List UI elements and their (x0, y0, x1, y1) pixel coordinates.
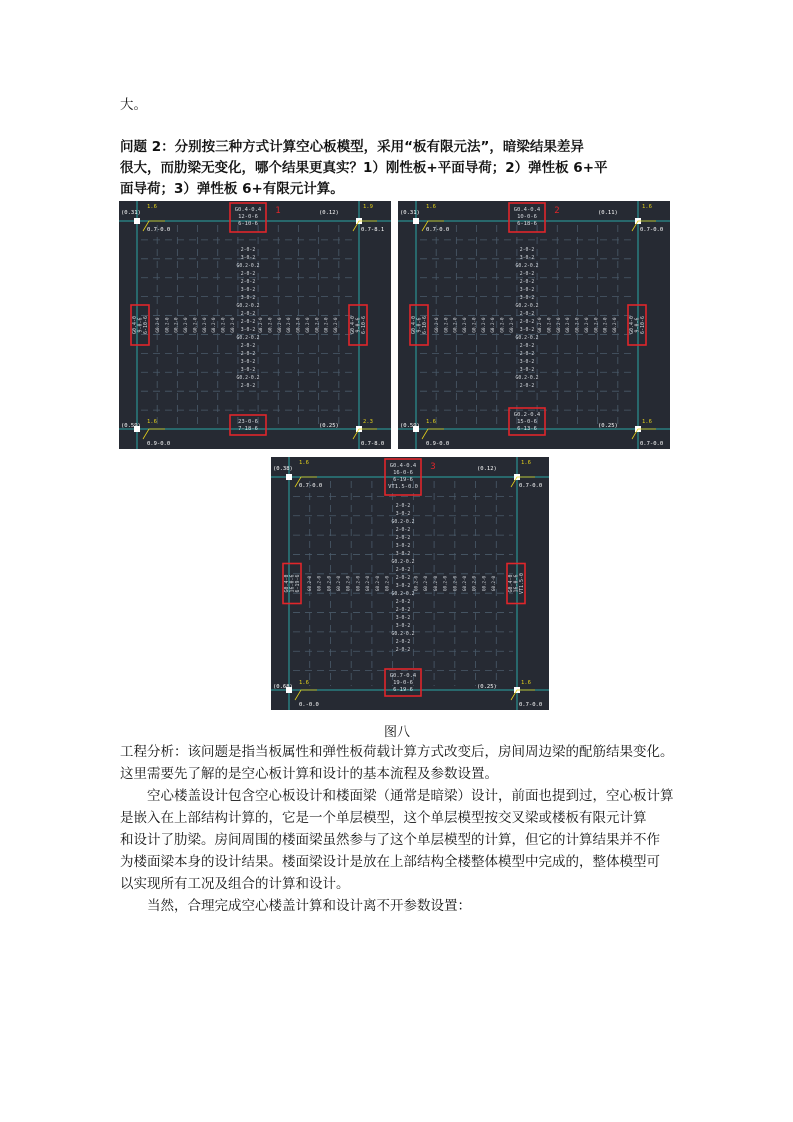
leader-bl (143, 429, 165, 439)
question-line-2: 很大，而肋梁无变化，哪个结果更真实？1）刚性板+平面导荷；2）弹性板 6+平 (120, 160, 608, 176)
beam-result-bottom-label: G0.2-0.4 (513, 412, 541, 418)
side-value-bl: 0.9-0.0 (426, 441, 450, 447)
rib-result-label: 2-0-2 (395, 640, 411, 645)
analysis-p2-line-2: 是嵌入在上部结构计算的，它是一个单层模型，这个单层模型按交叉梁或楼板有限元计算 (120, 810, 647, 826)
side-value-br: 0.7-8.0 (361, 441, 385, 447)
rib-result-label: 2-0-2 (395, 536, 411, 541)
column-marker (286, 474, 292, 480)
side-value-tr: 0.7-8.1 (361, 227, 385, 233)
rib-result-label-h: G0.2-0 (546, 317, 552, 333)
rib-result-label-h: G0.2-0 (432, 575, 438, 592)
beam-result-top-label: VT1.5-0.0 (388, 484, 418, 490)
rib-result-label-h: G0.2-0 (295, 317, 301, 333)
beam-result-right-label: 16-0-6 (513, 574, 520, 593)
corner-value-br: (0.25) (477, 684, 497, 690)
rib-result-label: 2-0-2 (519, 352, 535, 357)
rib-result-label-h: G0.2-0 (574, 317, 580, 333)
rib-result-label: 2-0-2 (519, 280, 535, 285)
tick-value-bl: 1.6 (426, 419, 436, 425)
analysis-p2-line-4: 为楼面梁本身的设计结果。楼面梁设计是放在上部结构全楼整体模型中完成的，整体模型可 (120, 854, 660, 870)
beam-result-right-label: 6-10-6 (361, 315, 367, 335)
beam-result-bottom-label: 6-19-6 (393, 687, 413, 693)
rib-result-label: 2-0-2 (519, 320, 535, 325)
rib-result-label: 2-0-2 (240, 280, 256, 285)
beam-result-left-label: 16-0-6 (289, 574, 296, 593)
rib-result-label-h: G0.2-0 (355, 575, 361, 592)
rib-result-label: 3-0-2 (395, 552, 411, 557)
rib-result-label: 2-0-2 (395, 648, 411, 653)
rib-result-label: 3-0-2 (240, 360, 256, 365)
rib-result-label: 2-0-2 (519, 384, 535, 389)
beam-result-right-label: G0.4-0 (629, 315, 635, 335)
tick-value-tl: 1.6 (426, 204, 436, 210)
side-value-tl: 0.7-0.0 (147, 227, 171, 233)
tick-value-bl: 1.6 (147, 419, 157, 425)
beam-result-top-label: G0.4-0.4 (234, 207, 262, 213)
corner-value-tl: (0.31) (400, 210, 420, 216)
rib-result-label-h: G0.2-0 (286, 317, 292, 333)
beam-result-right-label: G0.4-0 (508, 574, 514, 593)
rib-result-label-h: G0.2-0 (276, 317, 282, 333)
rib-result-label: 3-0-2 (519, 288, 535, 293)
rib-result-label-h: G0.2-0 (192, 317, 198, 333)
beam-result-top-label: 10-0-6 (517, 214, 537, 220)
corner-value-bl: (0.59) (400, 423, 420, 429)
rib-result-label-h: G0.2-0 (307, 575, 312, 592)
rib-result-label-h: G0.2-0 (323, 317, 329, 333)
beam-result-right-label: 9-0-6 (634, 317, 641, 333)
leader-bl (295, 690, 317, 700)
rib-result-label-h: G0.2-0 (304, 317, 310, 333)
beam-result-top-label: 6-18-6 (517, 221, 537, 227)
rib-result-label-h: G0.2-0 (602, 317, 608, 333)
rib-result-label-h: G0.2-0 (583, 317, 589, 333)
rib-result-label: 2-0-2 (395, 528, 411, 533)
rib-result-label-h: G0.2-0 (155, 317, 160, 333)
rib-result-label: 2-0-2 (395, 600, 411, 605)
cad-drawing (119, 201, 391, 449)
beam-result-left-label: 6-19-6 (295, 574, 301, 593)
question-line-3: 面导荷；3）弹性板 6+有限元计算。 (120, 181, 344, 197)
beam-result-left-label: 6-10-6 (422, 315, 428, 335)
rib-result-label: 3-0-2 (240, 296, 256, 301)
beam-result-top-label: G0.4-0.4 (389, 463, 417, 469)
corner-value-br: (0.25) (319, 423, 339, 429)
rib-result-label: 2-0-2 (395, 576, 411, 581)
side-value-br: 0.7-0.0 (640, 441, 664, 447)
rib-result-label-h: G0.2-0 (508, 317, 514, 333)
beam-result-left-label: G0.4-0 (132, 315, 138, 335)
beam-result-right-label: VT1.5-0 (519, 572, 525, 595)
tick-value-br: 1.6 (642, 419, 652, 425)
cad-drawing (271, 457, 549, 710)
corner-value-tl: (0.31) (121, 210, 141, 216)
rib-result-label-h: G0.2-0 (471, 317, 477, 333)
analysis-p3: 当然，合理完成空心楼盖计算和设计离不开参数设置： (147, 898, 471, 914)
analysis-p2-line-1: 空心楼盖设计包含空心板设计和楼面梁（通常是暗梁）设计，前面也提到过，空心板计算 (147, 788, 674, 804)
beam-result-bottom-label: 23-0-6 (238, 419, 258, 425)
rib-result-label-h: G0.2-0 (267, 317, 273, 333)
rib-result-label-h: G0.2-0 (345, 575, 351, 592)
figure-caption: 图八 (384, 725, 411, 740)
rib-result-label: 2-0-2 (395, 608, 411, 613)
rib-result-label: G0.2-0.2 (515, 304, 539, 309)
rib-result-label-h: G0.2-0 (314, 317, 320, 333)
rib-result-label-h: G0.2-0 (229, 317, 235, 333)
rib-result-label: 3-0-2 (240, 368, 256, 373)
beam-result-left-label: 6-10-6 (143, 315, 149, 335)
panel-number-label: 2 (554, 206, 560, 216)
rib-result-label-h: G0.2-0 (173, 317, 179, 333)
rib-result-label: 3-0-2 (240, 328, 256, 333)
rib-result-label: 2-0-2 (240, 384, 256, 389)
tick-value-tr: 1.6 (642, 204, 652, 210)
rib-result-label-h: G0.2-0 (365, 575, 371, 592)
rib-result-label: 3-0-2 (519, 328, 535, 333)
rib-result-label-h: G0.2-0 (461, 575, 467, 592)
corner-value-tr: (0.12) (477, 466, 497, 472)
corner-value-tl: (0.38) (273, 466, 293, 472)
leader-bl (422, 429, 444, 439)
rib-result-label: 2-0-2 (240, 320, 256, 325)
rib-result-label-h: G0.2-0 (183, 317, 189, 333)
question-line-1: 问题 2：分别按三种方式计算空心板模型，采用“板有限元法”，暗梁结果差异 (120, 139, 584, 155)
rib-result-label: G0.2-0.2 (391, 592, 415, 597)
rib-result-label: 3-0-2 (240, 256, 256, 261)
rib-result-label: 3-0-2 (519, 368, 535, 373)
rib-result-label-h: G0.2-0 (164, 317, 170, 333)
tick-value-tl: 1.6 (147, 204, 157, 210)
column-marker (413, 218, 419, 224)
rib-result-label-h: G0.2-0 (258, 317, 264, 333)
rib-result-label: 3-0-2 (395, 584, 411, 589)
tick-value-br: 1.6 (521, 680, 531, 686)
rib-result-label: G0.2-0.2 (391, 520, 415, 525)
analysis-p2-line-3: 和设计了肋梁。房间周围的楼面梁虽然参与了这个单层模型的计算，但它的计算结果并不作 (120, 832, 660, 848)
column-marker (134, 218, 140, 224)
rib-result-label: G0.2-0.2 (515, 336, 539, 341)
beam-result-top-label: 6-19-6 (393, 477, 413, 483)
rib-result-label: 3-0-2 (519, 296, 535, 301)
rib-result-label: 2-0-2 (240, 344, 256, 349)
beam-result-top-label: 16-0-6 (393, 470, 413, 476)
cad-drawing (398, 201, 670, 449)
tick-value-tr: 1.6 (521, 460, 531, 466)
rib-result-label-h: G0.2-0 (481, 575, 487, 592)
beam-result-right-label: 6-10-6 (640, 315, 646, 335)
side-value-tl: 0.7-0.0 (426, 227, 450, 233)
rib-result-label: 2-0-2 (395, 568, 411, 573)
side-value-bl: 0.9-0.0 (147, 441, 171, 447)
corner-value-br: (0.25) (598, 423, 618, 429)
rib-result-label-h: G0.2-0 (423, 575, 429, 592)
rib-result-label-h: G0.2-0 (471, 575, 477, 592)
rib-result-label: 2-0-2 (395, 504, 411, 509)
rib-result-label-h: G0.2-0 (434, 317, 439, 333)
beam-result-bottom-label: 15-0-6 (517, 419, 537, 425)
rib-result-label: 2-0-2 (240, 352, 256, 357)
rib-result-label: 3-0-2 (395, 544, 411, 549)
side-value-tl: 0.7-0.0 (299, 483, 323, 489)
beam-result-right-label: 9-0-6 (355, 317, 362, 333)
rib-result-label: G0.2-0.2 (236, 376, 260, 381)
figure-panel-2 (398, 201, 670, 449)
tick-value-tr: 1.9 (363, 204, 373, 210)
rib-result-label-h: G0.2-0 (499, 317, 505, 333)
rib-result-label-h: G0.2-0 (452, 317, 458, 333)
rib-result-label: 3-0-2 (240, 288, 256, 293)
rib-result-label: G0.2-0.2 (391, 632, 415, 637)
beam-result-left-label: 9-0-6 (416, 317, 423, 333)
beam-result-bottom (230, 415, 266, 435)
beam-result-left-label: 9-0-6 (137, 317, 144, 333)
rib-result-label: G0.2-0.2 (515, 264, 539, 269)
beam-result-bottom-label: G0.7-0.4 (389, 673, 417, 679)
rib-result-label-h: G0.2-0 (555, 317, 561, 333)
beam-result-top-label: G0.4-0.4 (513, 207, 541, 213)
rib-result-label-h: G0.2-0 (462, 317, 468, 333)
corner-value-bl: (0.59) (121, 423, 141, 429)
rib-result-label-h: G0.2-0 (220, 317, 226, 333)
text-fragment: 大。 (120, 97, 147, 113)
tick-value-bl: 1.6 (299, 680, 309, 686)
rib-result-label: G0.2-0.2 (391, 560, 415, 565)
figure-panel-1 (119, 201, 391, 449)
beam-result-top-label: 6-10-6 (238, 221, 258, 227)
rib-result-label-h: G0.2-0 (443, 317, 449, 333)
beam-result-bottom-label: 19-0-6 (393, 680, 413, 686)
side-value-bl: 0.-0.0 (299, 702, 319, 708)
panel-number-label: 3 (430, 462, 436, 472)
beam-result-top-label: 12-0-6 (238, 214, 258, 220)
tick-value-br: 2.3 (363, 419, 373, 425)
side-value-tr: 0.7-0.0 (519, 483, 543, 489)
rib-result-label: G0.2-0.2 (515, 376, 539, 381)
rib-result-label-h: G0.2-0 (201, 317, 207, 333)
rib-result-label: 3-0-2 (395, 624, 411, 629)
corner-value-bl: (0.68) (273, 684, 293, 690)
beam-result-left-label: G0.4-0 (284, 574, 290, 593)
rib-result-label-h: G0.2-0 (480, 317, 486, 333)
corner-value-tr: (0.12) (319, 210, 339, 216)
rib-result-label-h: G0.2-0 (491, 575, 496, 592)
rib-result-label: 2-0-2 (240, 272, 256, 277)
rib-result-label: 2-0-2 (519, 272, 535, 277)
beam-result-bottom-label: 6-13-6 (517, 426, 537, 432)
rib-result-label: G0.2-0.2 (236, 264, 260, 269)
rib-result-label-h: G0.2-0 (565, 317, 571, 333)
rib-result-label: G0.2-0.2 (236, 304, 260, 309)
rib-result-label: 3-0-2 (519, 360, 535, 365)
rib-result-label-h: G0.2-0 (413, 575, 419, 592)
beam-result-right-label: G0.4-0 (350, 315, 356, 335)
rib-result-label-h: G0.2-0 (384, 575, 390, 592)
rib-result-label: 2-0-2 (240, 248, 256, 253)
rib-result-label: 2-0-2 (519, 312, 535, 317)
rib-result-label: 3-0-2 (395, 616, 411, 621)
tick-value-tl: 1.6 (299, 460, 309, 466)
analysis-p1-line-1: 工程分析：该问题是指当板属性和弹性板荷载计算方式改变后，房间周边梁的配筋结果变化。 (120, 744, 674, 760)
rib-result-label-h: G0.2-0 (537, 317, 543, 333)
analysis-p2-line-5: 以实现所有工况及组合的计算和设计。 (120, 876, 350, 892)
side-value-br: 0.7-0.0 (519, 702, 543, 708)
rib-result-label-h: G0.2-0 (452, 575, 458, 592)
rib-result-label-h: G0.2-0 (593, 317, 599, 333)
rib-result-label: G0.2-0.2 (236, 336, 260, 341)
rib-result-label-h: G0.2-0 (336, 575, 342, 592)
rib-result-label: 2-0-2 (519, 248, 535, 253)
rib-result-label-h: G0.2-0 (442, 575, 448, 592)
rib-result-label: 3-0-2 (395, 512, 411, 517)
rib-result-label-h: G0.2-0 (374, 575, 380, 592)
panel-number-label: 1 (275, 206, 281, 216)
rib-result-label: 2-0-2 (519, 344, 535, 349)
rib-result-label-h: G0.2-0 (326, 575, 332, 592)
corner-value-tr: (0.11) (598, 210, 618, 216)
rib-result-label: 3-0-2 (519, 256, 535, 261)
rib-result-label-h: G0.2-0 (333, 317, 338, 333)
analysis-p1-line-2: 这里需要先了解的是空心板计算和设计的基本流程及参数设置。 (120, 766, 498, 782)
figure-panel-3 (271, 457, 549, 710)
rib-result-label-h: G0.2-0 (211, 317, 217, 333)
beam-result-bottom-label: 7-18-6 (238, 426, 258, 432)
rib-result-label: 2-0-2 (240, 312, 256, 317)
rib-result-label-h: G0.2-0 (316, 575, 322, 592)
rib-result-label-h: G0.2-0 (612, 317, 617, 333)
side-value-tr: 0.7-0.0 (640, 227, 664, 233)
rib-result-label-h: G0.2-0 (490, 317, 496, 333)
beam-result-left-label: G0.4-0 (411, 315, 417, 335)
